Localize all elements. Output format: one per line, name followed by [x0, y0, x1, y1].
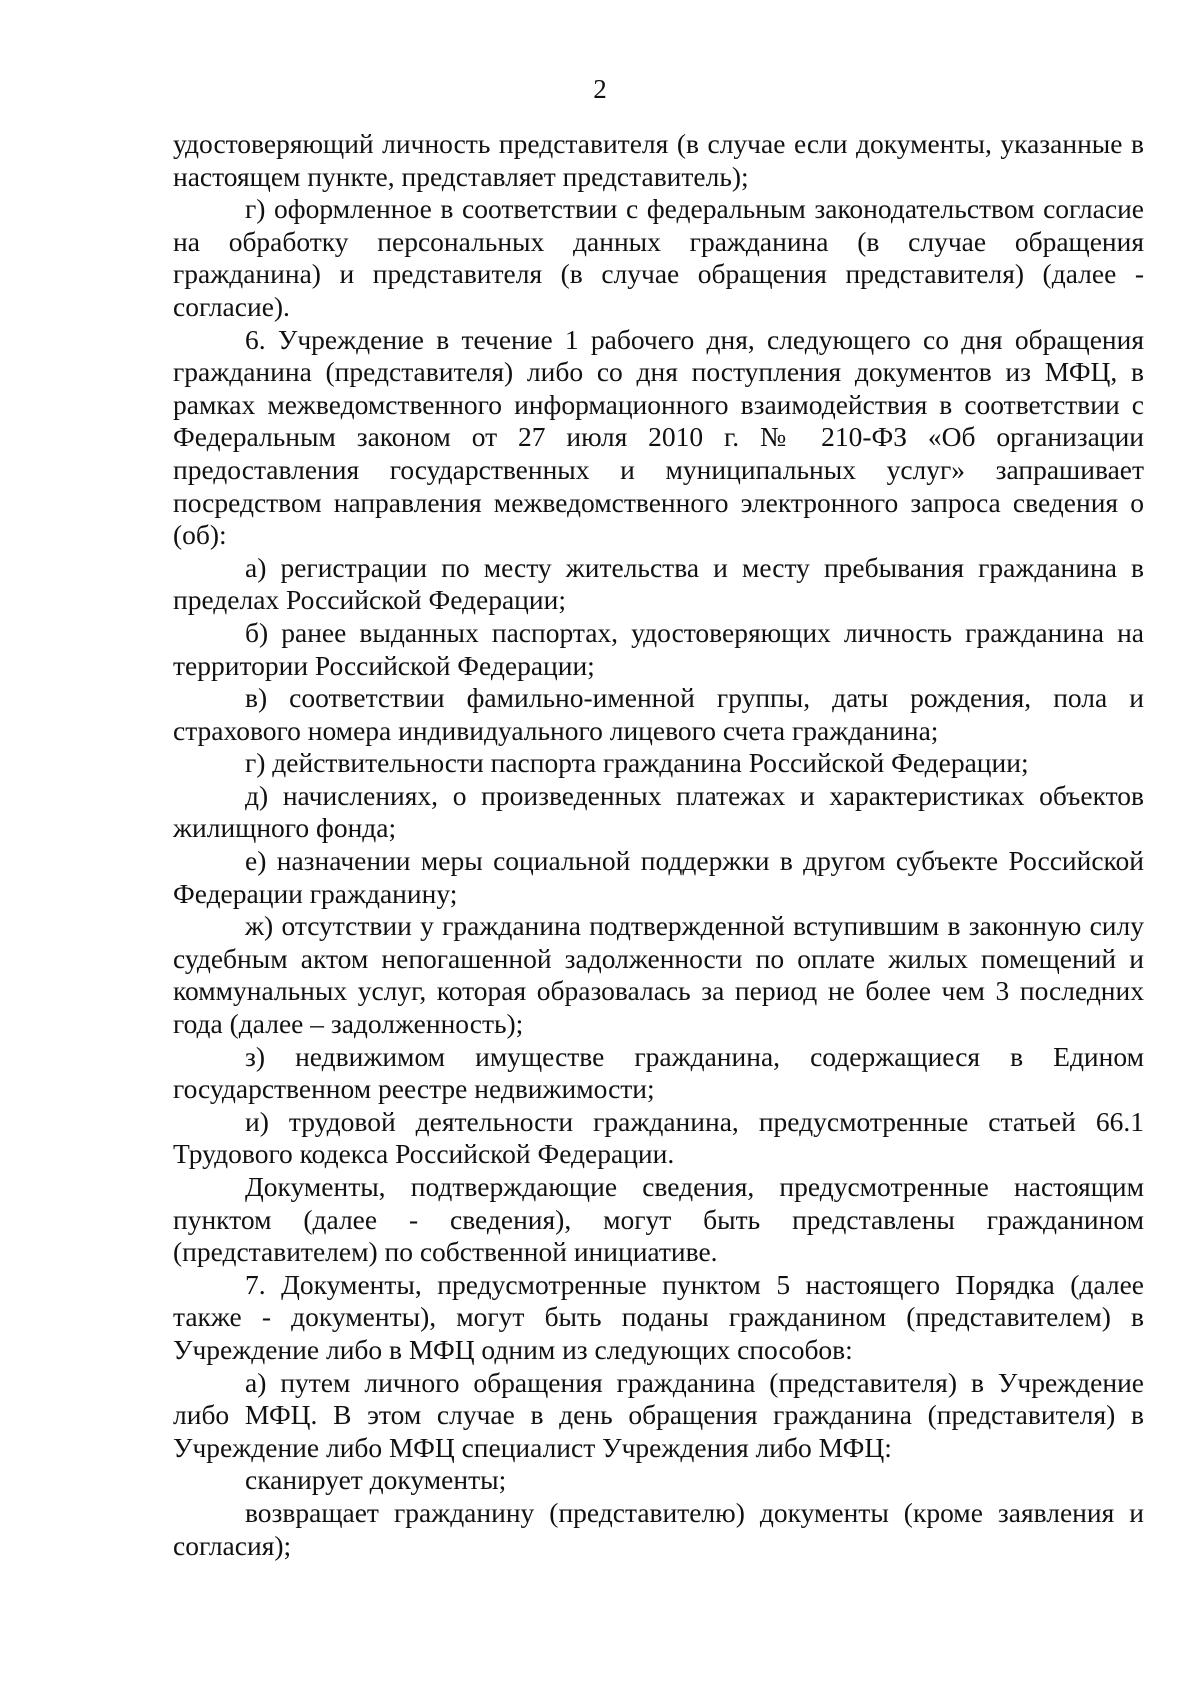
paragraph-clause-7: 7. Документы, предусмотренные пунктом 5 настоящего Порядка (далее также - документы), могут быть поданы гражданином (представителем) в Учреждение либо в МФЦ одним из следующих способов: — [173, 1268, 1144, 1365]
paragraph-item-g-passport-validity: г) действительности паспорта гражданина Российской Федерации; — [245, 747, 1029, 779]
paragraph-item-b-passports: б) ранее выданных паспортах, удостоверяющих личность гражданина на территории Российской Федерации; — [173, 616, 1144, 681]
page-number: 2 — [593, 74, 607, 104]
paragraph-item-a-personal-visit: а) путем личного обращения гражданина (представителя) в Учреждение либо МФЦ. В этом случае в день обращения гражданина (представителя) в Учреждение либо МФЦ специалист Учреждения либо МФЦ: — [173, 1366, 1144, 1463]
paragraph-clause-6: 6. Учреждение в течение 1 рабочего дня, следующего со дня обращения гражданина (представителя) либо со дня поступления документов из МФЦ, в рамках межведомственного информационного взаимодействия в соответствии с Федеральным законом от 27 июля 2010 г. № 210-ФЗ «Об организации предоставления государственных и муниципальных услуг» запрашивает посредством направления межведомственного электронного запроса сведения о (об): — [173, 323, 1144, 551]
paragraph-item-g-consent: г) оформленное в соответствии с федеральным законодательством согласие на обработку персональных данных гражданина (в случае обращения гражданина) и представителя (в случае обращения представителя) (далее - согласие). — [173, 193, 1144, 322]
paragraph-scans-documents: сканирует документы; — [245, 1464, 507, 1496]
document-body — [173, 128, 1144, 1562]
paragraph-item-e-social-support: е) назначении меры социальной поддержки в другом субъекте Российской Федерации гражданину; — [173, 845, 1144, 909]
paragraph-continuation: удостоверяющий личность представителя (в случае если документы, указанные в настоящем пункте, представляет представитель); — [173, 128, 1144, 192]
paragraph-documents-initiative: Документы, подтверждающие сведения, предусмотренные настоящим пунктом (далее - сведения), могут быть представлены гражданином (представителем) по собственной инициативе. — [173, 1171, 1144, 1268]
paragraph-item-v-identity-match: в) соответствии фамильно-именной группы, даты рождения, пола и страхового номера индивидуального лицевого счета гражданина; — [173, 682, 1144, 746]
paragraph-item-z-real-estate: з) недвижимом имуществе гражданина, содержащиеся в Едином государственном реестре недвижимости; — [173, 1040, 1144, 1105]
paragraph-item-zh-debt: ж) отсутствии у гражданина подтвержденной вступившим в законную силу судебным актом непогашенной задолженности по оплате жилых помещений и коммунальных услуг, которая образовалась за период не более чем 3 последних года (далее – задолженность); — [173, 910, 1144, 1040]
paragraph-item-a-registration: а) регистрации по месту жительства и месту пребывания гражданина в пределах Российской Федерации; — [173, 551, 1144, 616]
paragraph-item-d-payments: д) начислениях, о произведенных платежах и характеристиках объектов жилищного фонда; — [173, 779, 1144, 844]
paragraph-returns-documents: возвращает гражданину (представителю) документы (кроме заявления и согласия); — [173, 1496, 1144, 1561]
paragraph-item-i-employment: и) трудовой деятельности гражданина, предусмотренные статьей 66.1 Трудового кодекса Российской Федерации. — [173, 1105, 1144, 1170]
